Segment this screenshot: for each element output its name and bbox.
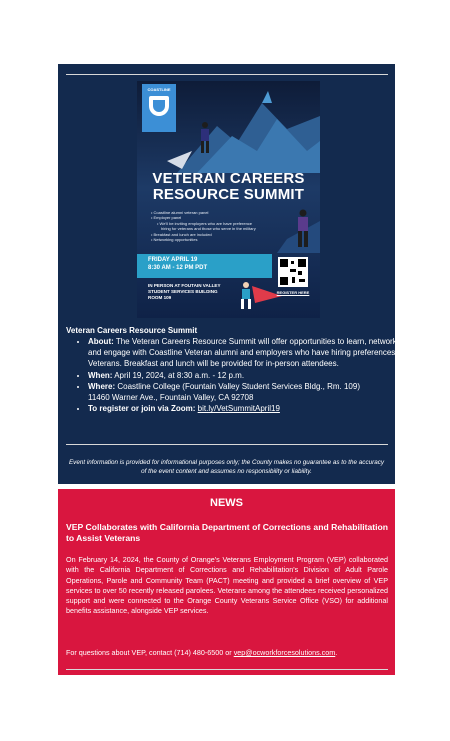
about-label: About:	[88, 337, 114, 346]
flyer-location-line: ROOM 109	[148, 295, 172, 300]
disclaimer-text: Event information is provided for informational purposes only; the County makes no guarantee as to the accuracy of the event content and assumes no responsibility or liability.	[68, 459, 385, 475]
flyer-bullet: • Employer panel	[151, 215, 182, 221]
flyer-title	[137, 171, 320, 203]
flyer-location	[148, 283, 258, 301]
qr-code-icon[interactable]	[278, 257, 308, 287]
event-section	[58, 64, 407, 484]
event-title: Veteran Careers Resource Summit	[66, 326, 198, 335]
climber-figure	[195, 121, 215, 155]
event-details-list	[66, 336, 410, 414]
divider	[66, 444, 388, 445]
flyer-time: 8:30 AM - 12 PM PDT	[148, 265, 208, 271]
news-body: On February 14, 2024, the County of Orange's Veterans Employment Program (VEP) collaborated with the California Department of Corrections and Rehabilitation's Division of Adult Parole Operations, Parole and Community Team (PACT) meeting and provided a brief overview of VEP services to over 50 recently released parolees. Veterans among the attendees received personalized support and were connected to the Orange County Veterans Service Office (VSO) for additional benefits assistance, alongside VEP services.	[66, 555, 388, 616]
news-heading: NEWS	[210, 497, 243, 509]
contact-text: For questions about VEP, contact (714) 480-6500 or	[66, 648, 234, 657]
event-flyer-image	[137, 81, 320, 318]
flyer-date-bar	[137, 254, 272, 278]
flyer-location-line: STUDENT SERVICES BUILDING	[148, 289, 218, 294]
news-contact	[66, 648, 388, 658]
flyer-bullet: • Breakfast and lunch are included	[151, 231, 212, 237]
flyer-bullet: • Networking opportunities	[151, 237, 198, 243]
when-text: April 19, 2024, at 8:30 a.m. - 12 p.m.	[112, 370, 245, 380]
shield-icon	[149, 96, 169, 116]
flyer-location-line: IN PERSON AT FOUTAIN VALLEY	[148, 283, 221, 288]
divider	[66, 74, 388, 75]
flyer-title-line2: RESOURCE SUMMIT	[152, 186, 305, 203]
logo-text: COASTLINE	[147, 87, 171, 92]
contact-email-link[interactable]: vep@ocworkforcesolutions.com	[233, 648, 336, 657]
person-figure	[292, 209, 314, 249]
coastline-logo	[142, 84, 176, 132]
list-item	[88, 381, 410, 403]
where-address: 11460 Warner Ave., Fountain Valley, CA 92708	[88, 393, 254, 403]
where-text: Coastline College (Fountain Valley Student Services Bldg., Rm. 109)	[115, 381, 360, 391]
list-item	[88, 336, 410, 370]
news-headline: VEP Collaborates with California Department of Corrections and Rehabilitation to Assist Veterans	[66, 522, 388, 543]
flyer-bullet: hiring for veterans and those who serve in the military	[161, 226, 256, 232]
zoom-label: To register or join via Zoom:	[88, 404, 196, 414]
about-text: The Veteran Careers Resource Summit will offer opportunities to learn, network, and engage with Coastline Veteran alumni and employers who have hiring preferences for Veterans. Breakfast and lunch will be provided for in-person attendees.	[88, 337, 407, 369]
contact-suffix: .	[335, 648, 338, 657]
flyer-bullet: • Coastline alumni veteran panel	[151, 210, 209, 215]
news-section	[58, 489, 395, 675]
zoom-link[interactable]: bit.ly/VetSummitApril19	[197, 404, 280, 414]
divider	[66, 669, 388, 670]
where-label: Where:	[88, 381, 116, 391]
list-item	[88, 370, 410, 381]
flyer-bullets	[151, 210, 279, 242]
when-label: When:	[88, 370, 113, 380]
list-item	[88, 403, 410, 414]
flyer-date: FRIDAY APRIL 19	[148, 257, 198, 263]
flyer-bullet: • We'll be inviting employers who are have preference	[157, 220, 253, 226]
flyer-title-line1: VETERAN CAREERS	[152, 170, 305, 187]
register-here-link[interactable]: REGISTER HERE	[276, 290, 310, 295]
